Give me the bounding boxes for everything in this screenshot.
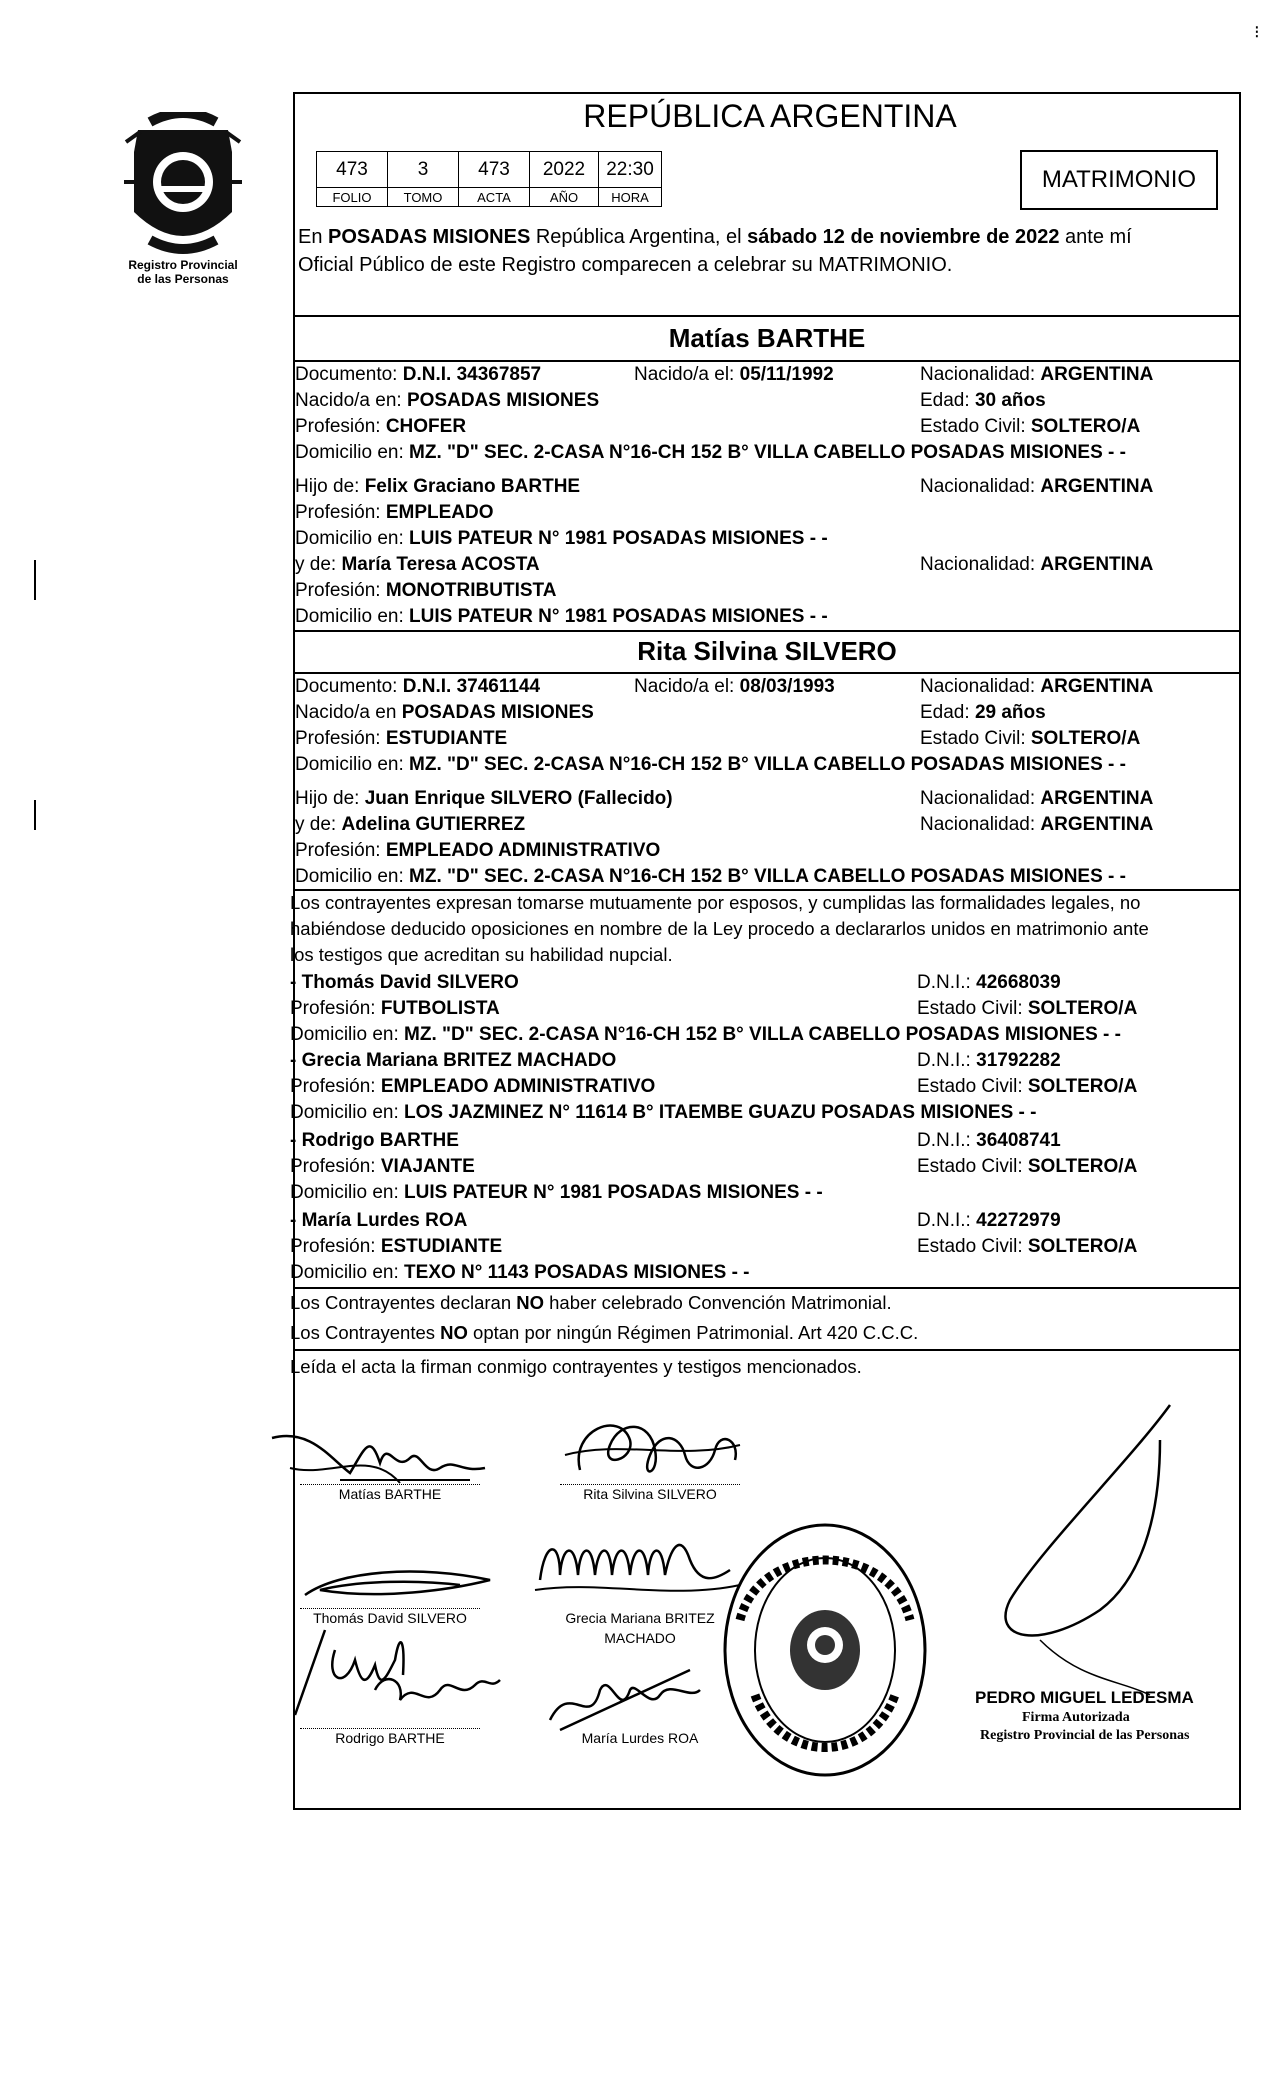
witness3-profession: Profesión: VIAJANTE (290, 1156, 475, 1177)
folio-label: FOLIO (317, 188, 388, 207)
witness4-name: - María Lurdes ROA (290, 1210, 468, 1231)
declaration-line3: los testigos que acreditan su habilidad nupcial. (290, 944, 673, 965)
witness2-sign-caption-line1: Grecia Mariana BRITEZ (565, 1610, 715, 1626)
margin-mark: ⁝ (1254, 22, 1260, 42)
anio-label: AÑO (530, 188, 599, 207)
bride-mother-address: Domicilio en: MZ. "D" SEC. 2-CASA N°16-CH 152 B° VILLA CABELLO POSADAS MISIONES - - (295, 866, 1126, 887)
official-name: PEDRO MIGUEL LEDESMA (975, 1688, 1194, 1707)
witness1-profession: Profesión: FUTBOLISTA (290, 998, 500, 1019)
witness2-signature (530, 1520, 750, 1610)
closing-text: Leída el acta la firman conmigo contrayentes y testigos mencionados. (290, 1356, 862, 1377)
bride-address: Domicilio en: MZ. "D" SEC. 2-CASA N°16-CH 152 B° VILLA CABELLO POSADAS MISIONES - - (295, 754, 1126, 775)
witness2-profession: Profesión: EMPLEADO ADMINISTRATIVO (290, 1076, 656, 1097)
official-signature (980, 1400, 1180, 1700)
witness2-dni: D.N.I.: 31792282 (917, 1050, 1061, 1071)
tomo-value: 3 (388, 152, 459, 188)
declaration-line1: Los contrayentes expresan tomarse mutuamente por esposos, y cumplidas las formalidades legales, no (290, 892, 1141, 913)
groom-father-nationality: Nacionalidad: ARGENTINA (920, 476, 1154, 497)
witness3-sign-caption: Rodrigo BARTHE (335, 1730, 445, 1746)
bride-father: Hijo de: Juan Enrique SILVERO (Fallecido) (295, 788, 673, 809)
groom-father-address: Domicilio en: LUIS PATEUR N° 1981 POSADAS MISIONES - - (295, 528, 828, 549)
bride-age: Edad: 29 años (920, 702, 1046, 723)
witness1-sign-line (300, 1608, 480, 1609)
document-type-box: MATRIMONIO (1020, 150, 1218, 210)
bride-sign-line (560, 1484, 740, 1485)
groom-document: Documento: D.N.I. 34367857 (295, 364, 542, 385)
registry-logo (108, 112, 258, 302)
witness2-sign-caption-line2: MACHADO (604, 1630, 676, 1646)
section-divider (293, 630, 1241, 632)
declaration-line2: habiéndose deducido oposiciones en nombre de la Ley procedo a declararlos unidos en matrimonio ante (290, 918, 1149, 939)
bride-sign-caption: Rita Silvina SILVERO (583, 1486, 717, 1502)
folio-value: 473 (317, 152, 388, 188)
provincial-shield-icon (120, 112, 246, 262)
bride-civil-status: Estado Civil: SOLTERO/A (920, 728, 1141, 749)
bride-mother: y de: Adelina GUTIERREZ (295, 814, 526, 835)
witness1-civil-status: Estado Civil: SOLTERO/A (917, 998, 1138, 1019)
bride-birthdate: Nacido/a el: 08/03/1993 (634, 676, 835, 697)
groom-profession: Profesión: CHOFER (295, 416, 467, 437)
groom-mother-nationality: Nacionalidad: ARGENTINA (920, 554, 1154, 575)
section-divider (293, 1349, 1241, 1351)
witness4-sign-caption: María Lurdes ROA (581, 1730, 699, 1746)
witness3-civil-status: Estado Civil: SOLTERO/A (917, 1156, 1138, 1177)
bride-profession: Profesión: ESTUDIANTE (295, 728, 508, 749)
groom-mother-address: Domicilio en: LUIS PATEUR N° 1981 POSADAS MISIONES - - (295, 606, 828, 627)
convention-line1: Los Contrayentes declaran NO haber celebrado Convención Matrimonial. (290, 1292, 892, 1313)
document-title: REPÚBLICA ARGENTINA (583, 98, 957, 134)
witness1-name: - Thomás David SILVERO (290, 972, 519, 993)
section-divider (293, 360, 1241, 362)
groom-address: Domicilio en: MZ. "D" SEC. 2-CASA N°16-CH 152 B° VILLA CABELLO POSADAS MISIONES - - (295, 442, 1126, 463)
section-divider (293, 889, 1241, 891)
witness4-civil-status: Estado Civil: SOLTERO/A (917, 1236, 1138, 1257)
official-stamp (720, 1520, 930, 1780)
witness3-dni: D.N.I.: 36408741 (917, 1130, 1061, 1151)
groom-birthdate: Nacido/a el: 05/11/1992 (634, 364, 834, 385)
bride-signature (560, 1400, 750, 1495)
margin-line (34, 560, 36, 600)
official-role: Firma Autorizada (1022, 1710, 1130, 1725)
witness3-address: Domicilio en: LUIS PATEUR N° 1981 POSADAS MISIONES - - (290, 1182, 823, 1203)
bride-document: Documento: D.N.I. 37461144 (295, 676, 541, 697)
bride-birthplace: Nacido/a en POSADAS MISIONES (295, 702, 594, 723)
bride-mother-nationality: Nacionalidad: ARGENTINA (920, 814, 1154, 835)
section-divider (293, 672, 1241, 674)
groom-civil-status: Estado Civil: SOLTERO/A (920, 416, 1141, 437)
section-divider (293, 1287, 1241, 1289)
margin-line (34, 800, 36, 830)
convention-line2: Los Contrayentes NO optan por ningún Régimen Patrimonial. Art 420 C.C.C. (290, 1322, 919, 1343)
groom-birthplace: Nacido/a en: POSADAS MISIONES (295, 390, 600, 411)
groom-sign-caption: Matías BARTHE (338, 1486, 442, 1502)
witness1-dni: D.N.I.: 42668039 (917, 972, 1061, 993)
witness2-civil-status: Estado Civil: SOLTERO/A (917, 1076, 1138, 1097)
witness4-signature (540, 1660, 710, 1740)
acta-label: ACTA (459, 188, 530, 207)
bride-name: Rita Silvina SILVERO (637, 636, 897, 666)
bride-mother-profession: Profesión: EMPLEADO ADMINISTRATIVO (295, 840, 661, 861)
witness1-address: Domicilio en: MZ. "D" SEC. 2-CASA N°16-CH 152 B° VILLA CABELLO POSADAS MISIONES - - (290, 1024, 1121, 1045)
witness3-sign-line (300, 1728, 480, 1729)
witness1-signature (300, 1555, 500, 1615)
logo-caption-line2: de las Personas (137, 272, 229, 286)
official-organization: Registro Provincial de las Personas (980, 1728, 1190, 1743)
bride-father-nationality: Nacionalidad: ARGENTINA (920, 788, 1154, 809)
witness4-address: Domicilio en: TEXO N° 1143 POSADAS MISIONES - - (290, 1262, 750, 1283)
acta-value: 473 (459, 152, 530, 188)
witness2-name: - Grecia Mariana BRITEZ MACHADO (290, 1050, 617, 1071)
witness4-dni: D.N.I.: 42272979 (917, 1210, 1061, 1231)
groom-nationality: Nacionalidad: ARGENTINA (920, 364, 1154, 385)
groom-name: Matías BARTHE (668, 323, 866, 353)
anio-value: 2022 (530, 152, 599, 188)
intro-line1: En POSADAS MISIONES República Argentina, el sábado 12 de noviembre de 2022 ante mí (298, 226, 1132, 248)
groom-mother: y de: María Teresa ACOSTA (295, 554, 540, 575)
tomo-label: TOMO (388, 188, 459, 207)
groom-father-profession: Profesión: EMPLEADO (295, 502, 494, 523)
witness3-name: - Rodrigo BARTHE (290, 1130, 459, 1151)
witness4-profession: Profesión: ESTUDIANTE (290, 1236, 503, 1257)
witness3-signature (275, 1620, 515, 1730)
groom-mother-profession: Profesión: MONOTRIBUTISTA (295, 580, 557, 601)
logo-caption-line1: Registro Provincial (128, 258, 238, 272)
intro-line2: Oficial Público de este Registro comparecen a celebrar su MATRIMONIO. (298, 254, 953, 276)
hora-label: HORA (599, 188, 662, 207)
witness2-address: Domicilio en: LOS JAZMINEZ N° 11614 B° ITAEMBE GUAZU POSADAS MISIONES - - (290, 1102, 1037, 1123)
bride-nationality: Nacionalidad: ARGENTINA (920, 676, 1154, 697)
section-divider (293, 315, 1241, 317)
groom-age: Edad: 30 años (920, 390, 1046, 411)
witness1-sign-caption: Thomás David SILVERO (313, 1610, 467, 1626)
hora-value: 22:30 (599, 152, 662, 188)
record-table (316, 151, 662, 207)
groom-father: Hijo de: Felix Graciano BARTHE (295, 476, 581, 497)
groom-sign-line (300, 1484, 480, 1485)
